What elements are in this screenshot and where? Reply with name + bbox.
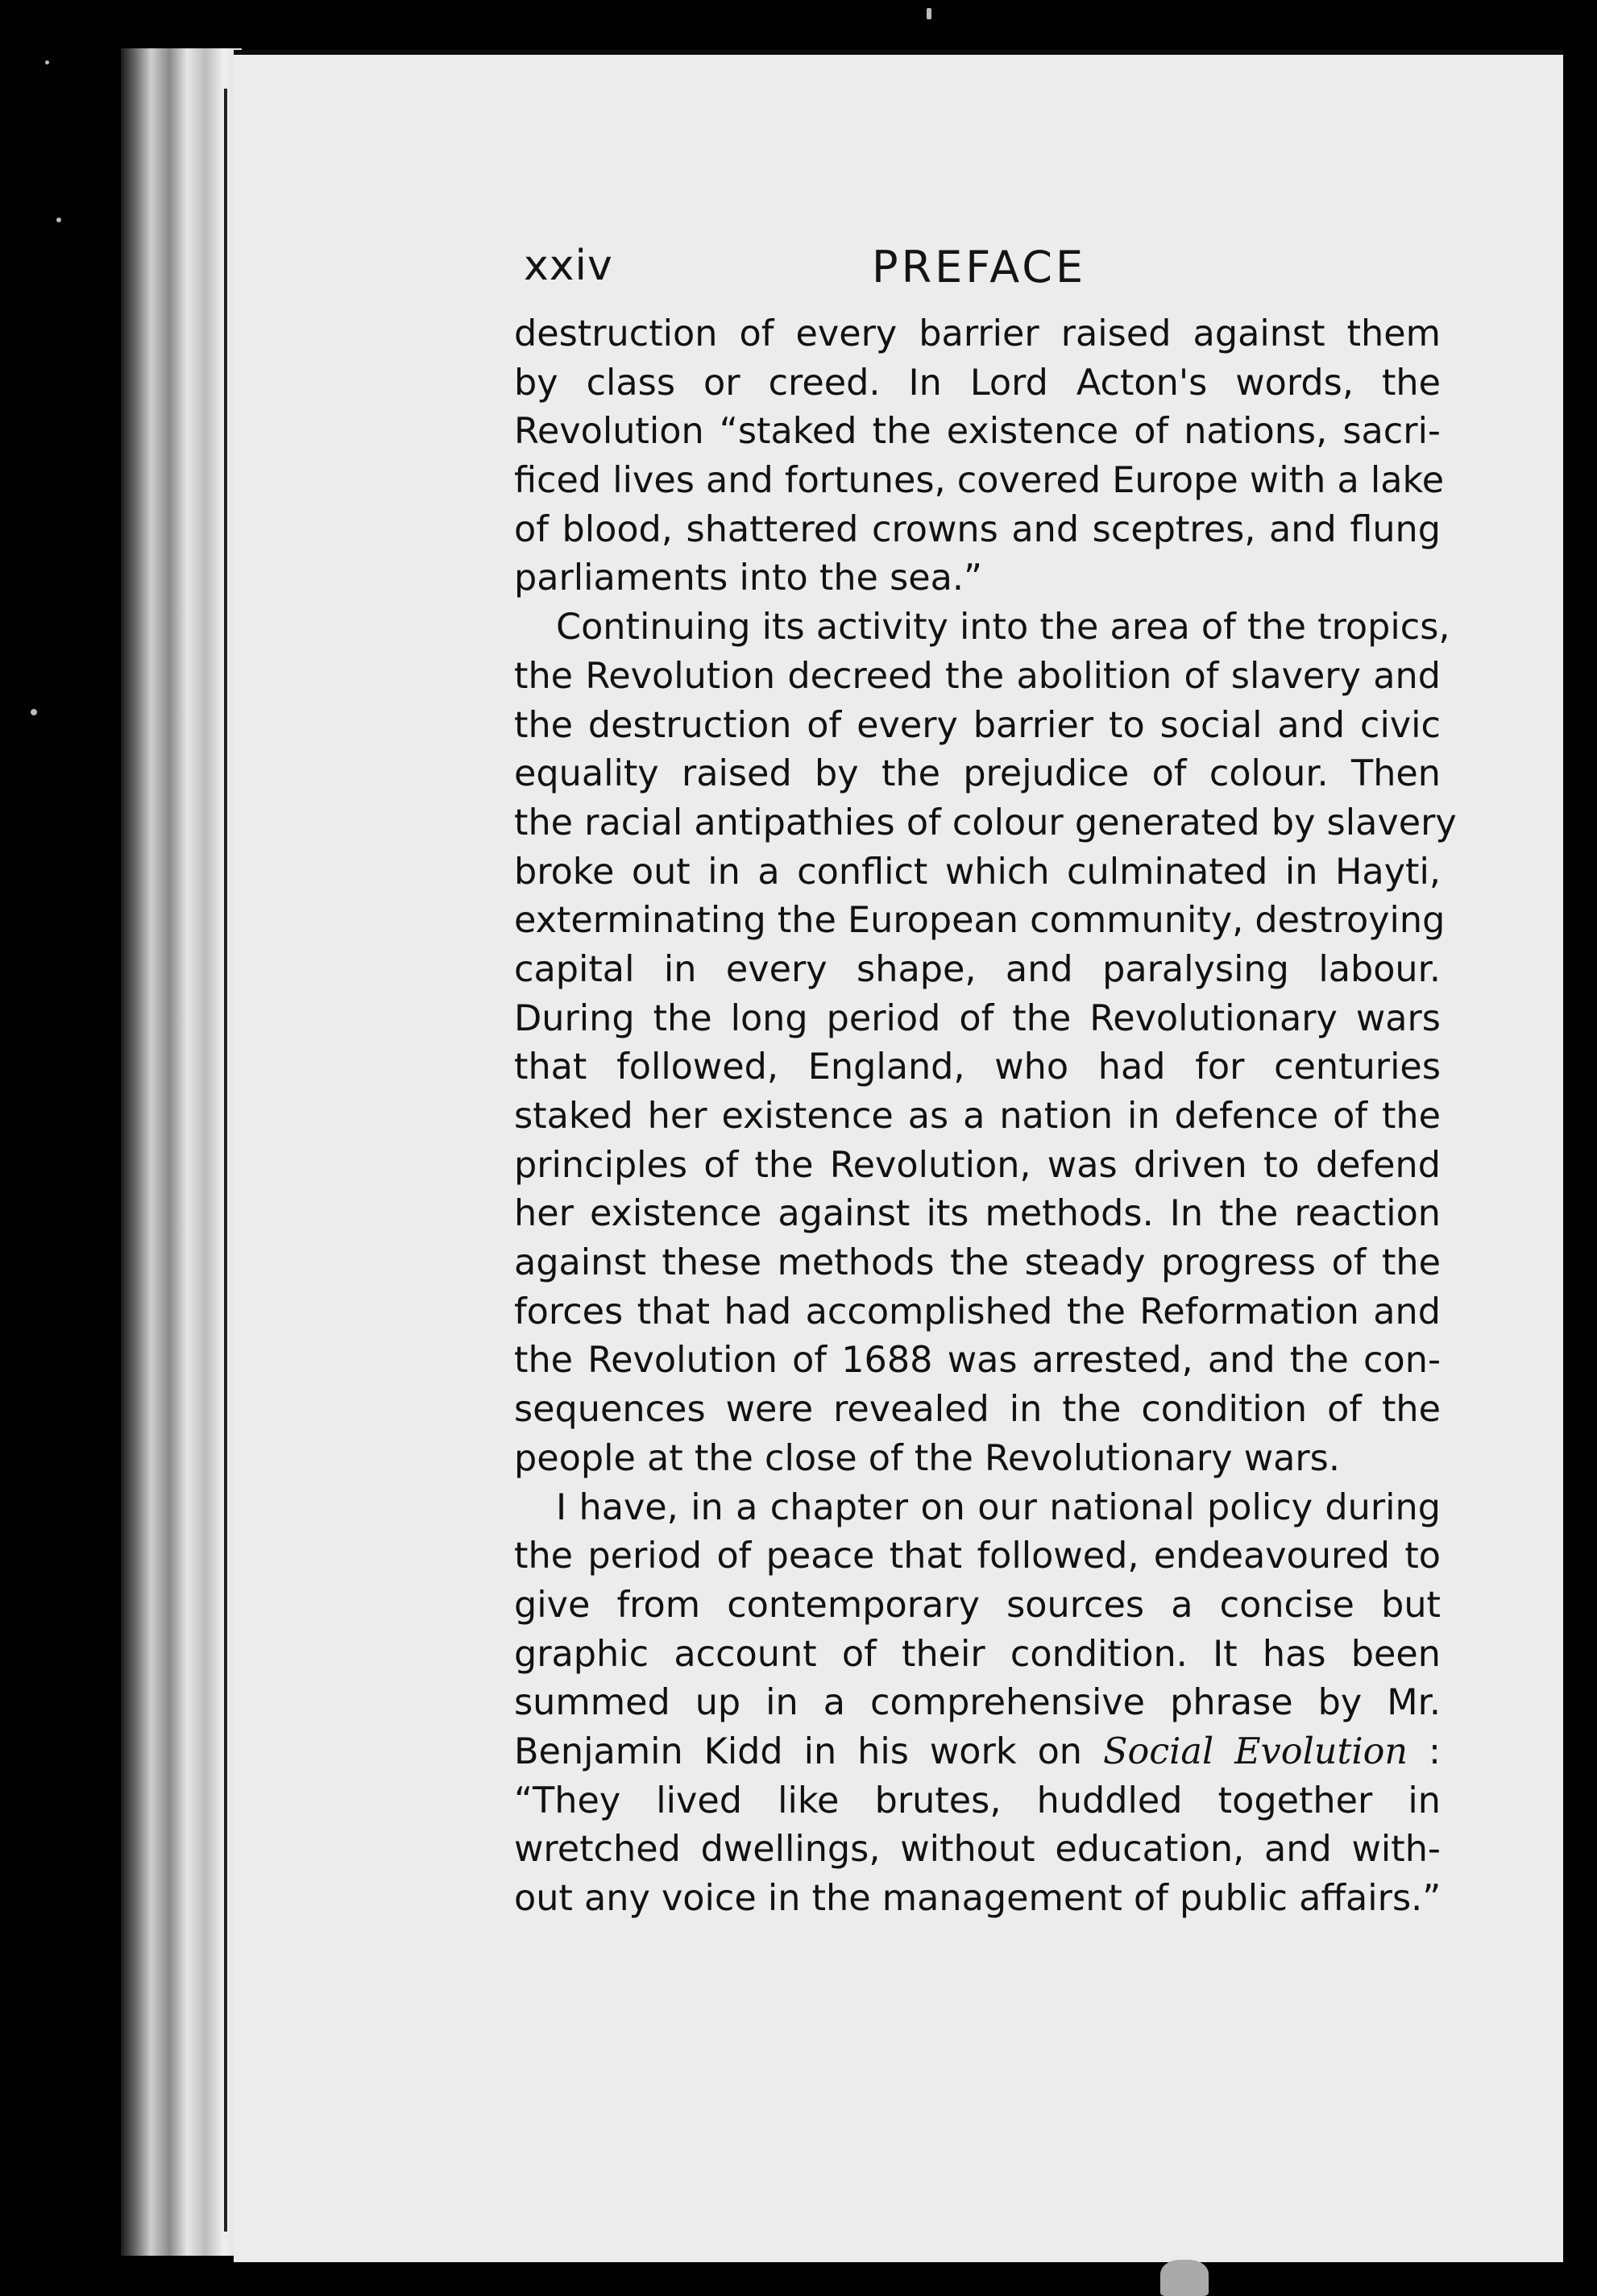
text-line: equality raised by the prejudice of colour. Then [514,753,1441,795]
page-header [524,242,1386,306]
binding-edge-line [224,89,227,2232]
text-line: parliaments into the sea.” [514,557,983,599]
text-line: destruction of every barrier raised against them [514,313,1441,354]
scan-artifact [1160,2260,1209,2296]
text-line: summed up in a comprehensive phrase by Mr. [514,1682,1441,1724]
scan-speck [31,709,37,715]
text-line: I have, in a chapter on our national policy during [556,1486,1441,1528]
text-line: Continuing its activity into the area of the tropics, [556,607,1450,649]
text-line: the racial antipathies of colour generated by slavery [514,802,1457,843]
text-line: the period of peace that followed, endeavoured to [514,1536,1441,1577]
scan-speck [56,218,61,222]
book-title: Social Evolution [1102,1730,1408,1772]
scan-speck [927,8,931,19]
text-line: graphic account of their condition. It has been [514,1633,1441,1675]
text-line: staked her existence as a nation in defence of the [514,1096,1441,1137]
text-line: During the long period of the Revolutionary wars [514,997,1441,1039]
text-line: wretched dwellings, without education, and with- [514,1829,1441,1871]
text-line: the Revolution decreed the abolition of slavery and [514,655,1441,697]
text-line-with-title [514,1728,1441,1777]
text-line: sequences were revealed in the condition of the [514,1389,1441,1431]
text-line: capital in every shape, and paralysing labour. [514,948,1441,990]
text-line: principles of the Revolution, was driven to defend [514,1144,1441,1186]
text-line: that followed, England, who had for centuries [514,1046,1441,1088]
text-line: out any voice in the management of public affairs.” [514,1878,1441,1919]
text-line: “They lived like brutes, huddled together in [514,1780,1441,1821]
text-line: of blood, shattered crowns and sceptres, and flung [514,508,1441,550]
text-fragment: : [1408,1730,1441,1772]
text-line: by class or creed. In Lord Acton's words, the [514,362,1441,404]
text-line: give from contemporary sources a concise but [514,1584,1441,1626]
text-line: her existence against its methods. In the reaction [514,1193,1441,1235]
text-line: ficed lives and fortunes, covered Europe with a lake [514,460,1445,502]
text-line: against these methods the steady progress of the [514,1242,1441,1284]
running-head: PREFACE [872,242,1087,292]
text-line: the Revolution of 1688 was arrested, and the con- [514,1340,1441,1382]
text-line: forces that had accomplished the Reformation and [514,1291,1441,1332]
text-line: broke out in a conflict which culminated in Hayti, [514,851,1441,893]
text-fragment: Benjamin Kidd in his work on [514,1730,1103,1772]
scan-speck [45,60,49,64]
page-number: xxiv [524,242,613,290]
text-line: people at the close of the Revolutionary wars. [514,1437,1340,1479]
body-text [514,310,1457,1924]
text-line: the destruction of every barrier to social and civic [514,704,1441,746]
text-line: Revolution “staked the existence of nations, sacri- [514,411,1441,453]
text-line: exterminating the European community, destroying [514,900,1446,942]
